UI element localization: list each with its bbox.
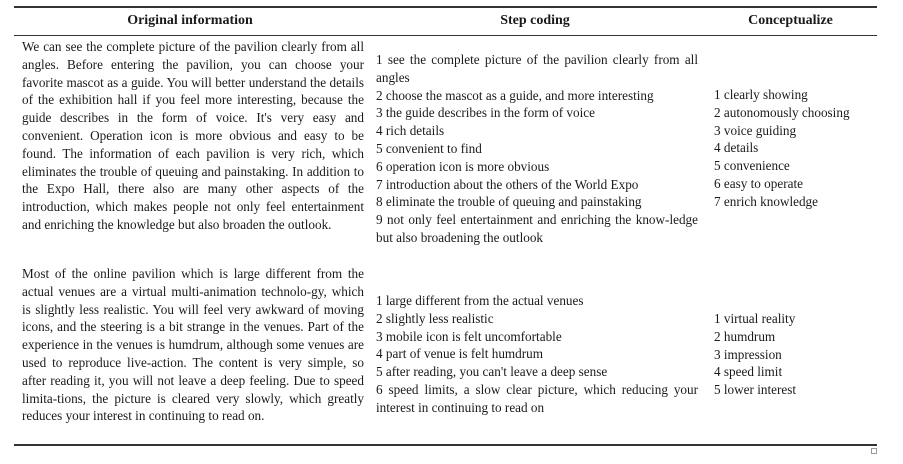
row-2-concept-1: 1 virtual reality xyxy=(714,311,796,326)
row-2-concept-4: 4 speed limit xyxy=(714,364,783,380)
row-1-concept-4: 4 details xyxy=(714,140,759,156)
header-conceptualize: Conceptualize xyxy=(748,13,833,28)
header-step-coding: Step coding xyxy=(500,13,570,28)
row-2-concept-5: 5 lower interest xyxy=(714,382,797,398)
row-1-step-5: 5 convenient to find xyxy=(376,140,482,156)
row-2-concept-list xyxy=(714,310,884,399)
row-1-step-3: 3 the guide describes in the form of voice xyxy=(376,105,595,121)
row-1-concept-7: 7 enrich knowledge xyxy=(714,193,818,209)
row-1-concept-3: 3 voice guiding xyxy=(714,122,797,138)
table-top-rule xyxy=(14,6,877,8)
row-2-step-list xyxy=(376,292,698,417)
row-2-step-3: 3 mobile icon is felt uncomfortable xyxy=(376,328,562,344)
row-1-step-list xyxy=(376,51,698,247)
row-2-original-text xyxy=(22,265,364,425)
row-1-concept-5: 5 convenience xyxy=(714,158,790,174)
row-1-step-6: 6 operation icon is more obvious xyxy=(376,158,550,174)
table-bottom-rule xyxy=(14,444,877,446)
row-1-step-8: 8 eliminate the trouble of queuing and painstaking xyxy=(376,194,642,210)
corner-marker-icon xyxy=(871,448,877,454)
row-2-step-6: 6 speed limits, a slow clear picture, which reducing your interest in continuing to read on xyxy=(376,381,698,415)
row-1-concept-2: 2 autonomously choosing xyxy=(714,104,850,120)
header-original-information: Original information xyxy=(127,13,253,28)
row-2-step-4: 4 part of venue is felt humdrum xyxy=(376,346,544,362)
row-2-concept-3: 3 impression xyxy=(714,346,782,362)
row-1-step-9: 9 not only feel entertainment and enriching the know-ledge but also broadening the outlook xyxy=(376,212,698,245)
row-1-step-4: 4 rich details xyxy=(376,123,445,139)
row-1-step-2: 2 choose the mascot as a guide, and more interesting xyxy=(376,87,654,103)
row-2-step-1: 1 large different from the actual venues xyxy=(376,293,584,308)
row-1-step-7: 7 introduction about the others of the World Expo xyxy=(376,176,639,192)
row-1-step-1: 1 see the complete picture of the pavilion clearly from all angles xyxy=(376,52,698,85)
row-1-concept-1: 1 clearly showing xyxy=(714,87,808,102)
header-rule xyxy=(14,35,877,36)
row-2-step-2: 2 slightly less realistic xyxy=(376,310,494,326)
row-1-original-text xyxy=(22,38,364,234)
row-1-concept-list xyxy=(714,86,884,211)
row-2-original-paragraph: Most of the online pavilion which is large different from the actual venues are a virtual multi-animation technolo-gy, which is slightly less realistic. You will feel very awkward of moving icons, and the steering is a bit strange in the venues. Part of the experience in the venues is humdrum, although some venues are used to reproduce live-action. The content is very simple, so after reading it, you will not leave a deep feeling. Due to speed limita-tions, the picture is cleared very slowly, which greatly reduces your interest in continuing to read on. xyxy=(22,266,364,424)
row-1-original-paragraph: We can see the complete picture of the pavilion clearly from all angles. Before entering the pavilion, you can choose your favorite mascot as a guide. You will better understand the details of the exhibition hall if you feel more interesting, because the guide describes in the form of voice. It's very easy and convenient. Operation icon is more obvious and easy to be found. The information of each pavilion is very rich, which eliminates the trouble of queuing and painstaking. In addition to the Expo Hall, there also are many other aspects of the introduction, which makes people not only feel entertainment and enriching the knowledge but also broaden the outlook. xyxy=(22,39,364,232)
row-2-concept-2: 2 humdrum xyxy=(714,328,776,344)
row-2-step-5: 5 after reading, you can't leave a deep sense xyxy=(376,364,608,380)
row-1-concept-6: 6 easy to operate xyxy=(714,175,803,191)
